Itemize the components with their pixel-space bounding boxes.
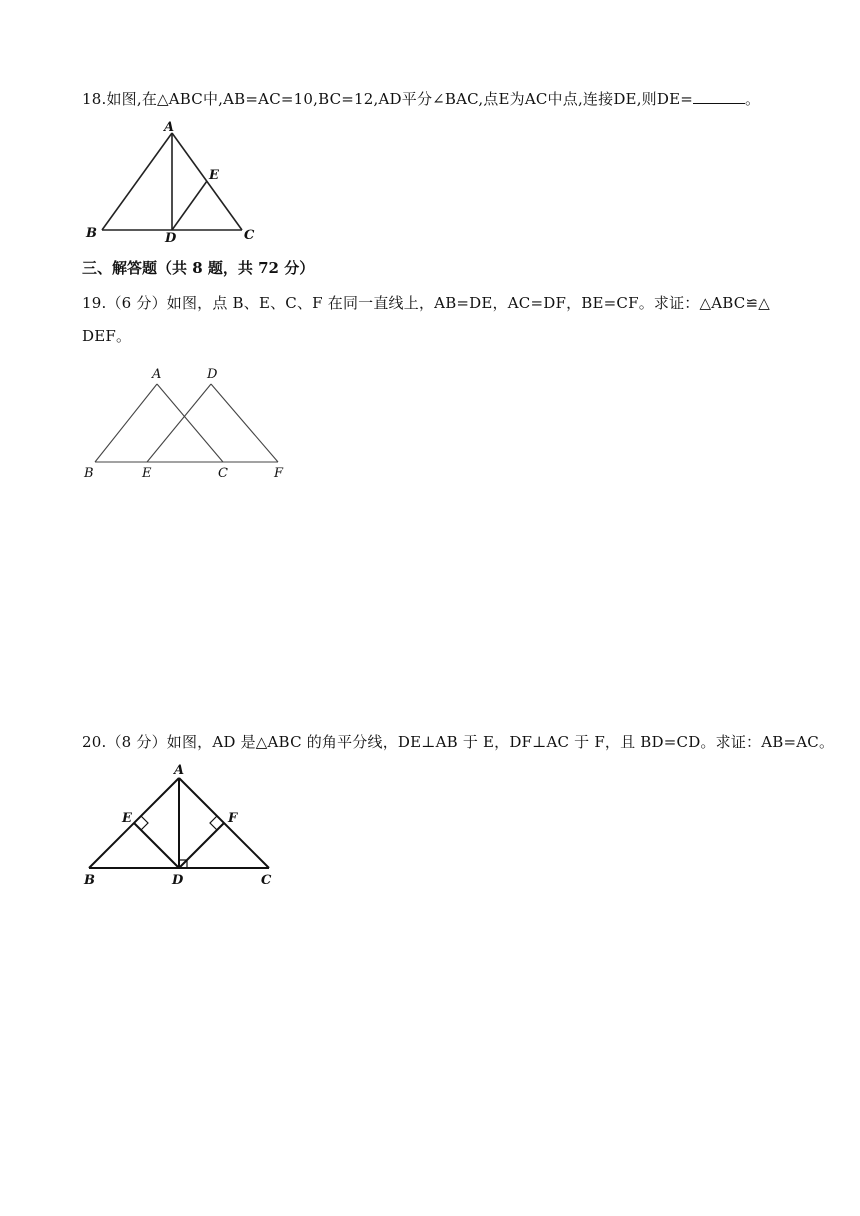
question-19-line2: DEF。	[82, 327, 132, 345]
segment-DE	[172, 181, 207, 230]
question-19-figure	[80, 362, 300, 487]
label-B: B	[84, 466, 94, 481]
segment-AB	[102, 133, 172, 230]
label-C: C	[261, 873, 272, 888]
label-B: B	[84, 873, 95, 888]
segment-AB	[95, 384, 157, 462]
segment-DE	[147, 384, 211, 462]
question-20-figure	[78, 760, 278, 890]
answer-blank[interactable]	[693, 89, 745, 104]
question-20-text: 20.（8 分）如图，AD 是△ABC 的角平分线，DE⊥AB 于 E，DF⊥AC 于 F，且 BD=CD。求证：AB=AC。	[82, 733, 835, 751]
right-angle-mark-F	[210, 816, 217, 830]
label-D: D	[207, 367, 218, 382]
section-heading: 三、解答题（共 8 题，共 72 分）	[82, 259, 315, 277]
question-18-figure	[80, 118, 270, 248]
question-18-stem: 18.如图,在△ABC中,AB=AC=10,BC=12,AD平分∠BAC,点E为AC中点,连接DE,则DE=	[82, 90, 694, 108]
question-19-line1: 19.（6 分）如图，点 B、E、C、F 在同一直线上，AB=DE，AC=DF，BE=CF。求证：△ABC≌△	[82, 294, 770, 312]
label-B: B	[86, 226, 97, 241]
label-F: F	[228, 811, 238, 826]
label-A: A	[152, 367, 162, 382]
right-angle-mark-E	[141, 816, 148, 830]
label-E: E	[142, 466, 152, 481]
segment-DF	[211, 384, 278, 462]
question-18-end: 。	[745, 90, 761, 108]
label-E: E	[122, 811, 132, 826]
label-C: C	[244, 228, 255, 243]
label-F: F	[274, 466, 284, 481]
label-D: D	[165, 231, 177, 246]
segment-AC	[157, 384, 223, 462]
label-A: A	[164, 120, 175, 135]
label-D: D	[172, 873, 184, 888]
label-E: E	[209, 168, 219, 183]
label-C: C	[218, 466, 228, 481]
label-A: A	[174, 763, 185, 778]
question-18-text	[82, 88, 760, 110]
